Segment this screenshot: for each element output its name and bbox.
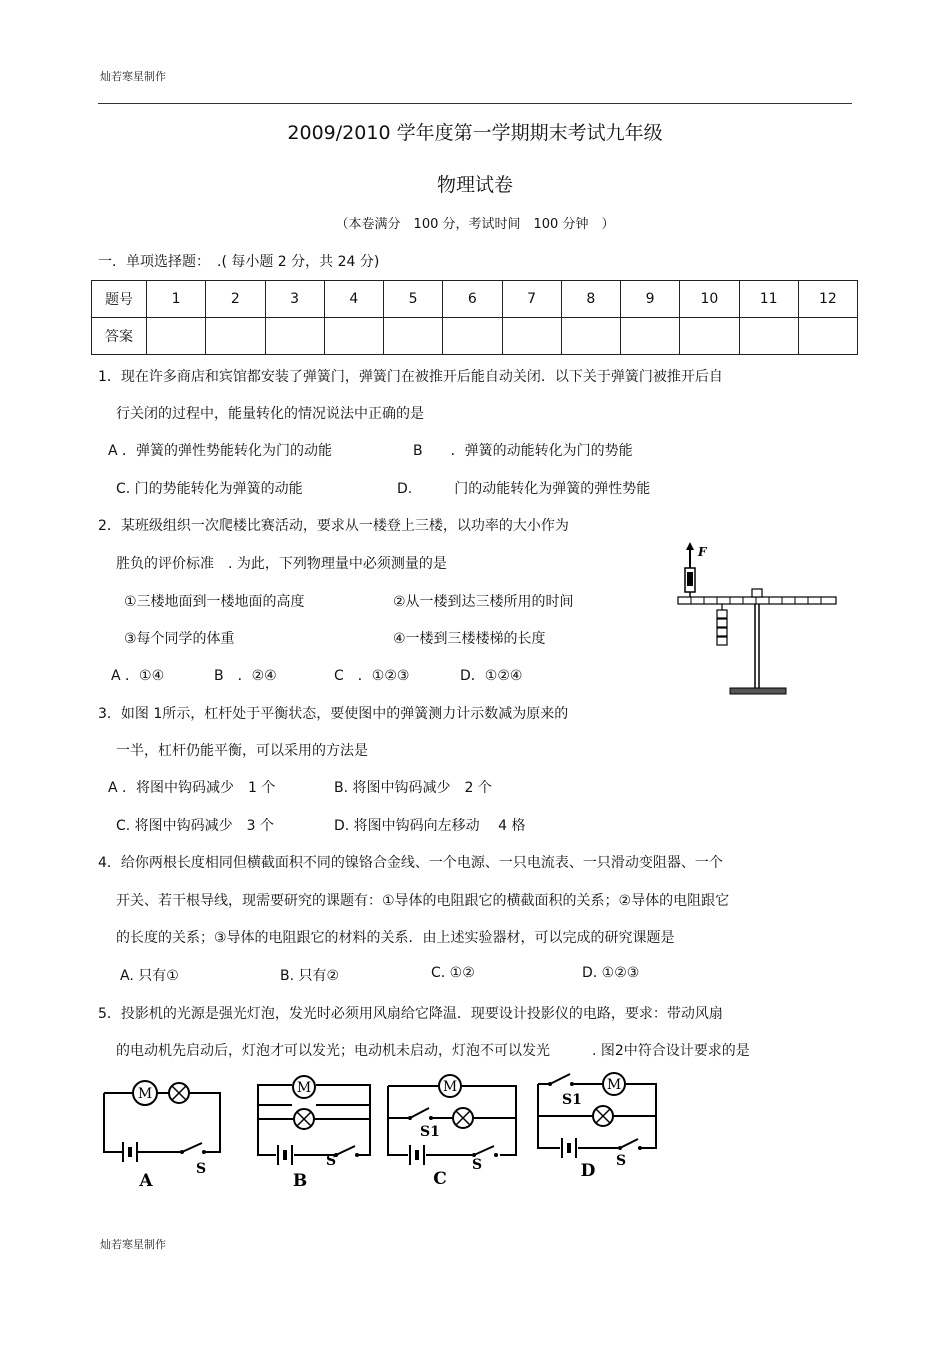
switch-icon (472, 1146, 498, 1157)
battery-icon (278, 1145, 292, 1165)
answer-cell[interactable] (621, 318, 680, 355)
circuit-label: B (292, 1171, 308, 1190)
battery-icon (410, 1145, 424, 1165)
q2-item-2: ②从一楼到达三楼所用的时间 (393, 594, 574, 610)
svg-text:M: M (606, 1077, 622, 1093)
svg-text:S: S (196, 1161, 207, 1177)
answer-cell[interactable] (502, 318, 561, 355)
header-rule (98, 103, 852, 104)
switch-icon (618, 1139, 642, 1150)
header-maker: 灿若寒星制作 (100, 70, 166, 83)
circuit-label: C (433, 1169, 447, 1189)
answer-cell[interactable] (384, 318, 443, 355)
table-cell: 5 (384, 281, 443, 318)
table-cell: 1 (147, 281, 206, 318)
force-label: F (698, 545, 707, 559)
q3-option-d: D. 将图中钩码向左移动 4 格 (334, 818, 526, 834)
exam-info: （本卷满分 100 分，考试时间 100 分钟 ） (335, 217, 615, 232)
q2-stem-line1: 2．某班级组织一次爬楼比赛活动，要求从一楼登上三楼，以功率的大小作为 (98, 518, 569, 534)
answer-table (91, 280, 858, 355)
q1-stem-line1: 1．现在许多商店和宾馆都安装了弹簧门，弹簧门在被推开后能自动关闭．以下关于弹簧门被推开后自 (98, 369, 723, 385)
q4-option-b: B. 只有② (280, 968, 340, 984)
q4-stem-line1: 4．给你两根长度相同但横截面积不同的镍铬合金线、一个电源、一只电流表、一只滑动变阻器、一个 (98, 855, 723, 871)
circuit-label: A (139, 1171, 153, 1190)
lever-bar (678, 597, 836, 604)
table-cell: 10 (680, 281, 739, 318)
section-heading: 一．单项选择题： .( 每小题 2 分，共 24 分) (98, 254, 380, 270)
page-subtitle: 物理试卷 (436, 174, 513, 196)
q2-item-3: ③每个同学的体重 (124, 631, 235, 647)
circuit-b (254, 1075, 376, 1190)
table-row (92, 318, 858, 355)
q1-option-c: C. 门的势能转化为弹簧的动能 (116, 481, 303, 497)
answer-cell[interactable] (680, 318, 739, 355)
svg-text:S: S (616, 1153, 627, 1169)
q4-option-a: A. 只有① (120, 968, 179, 984)
q2-item-1: ①三楼地面到一楼地面的高度 (124, 594, 305, 610)
q1-option-d: D. 门的动能转化为弹簧的弹性势能 (397, 481, 651, 497)
switch1-icon (408, 1108, 433, 1120)
q1-option-b: B ．弹簧的动能转化为门的势能 (413, 443, 633, 459)
q5-stem-line1: 5．投影机的光源是强光灯泡，发光时必须用风扇给它降温．现要设计投影仪的电路，要求：带动风扇 (98, 1006, 723, 1022)
switch-icon (334, 1146, 359, 1157)
q2-option-d: D．①②④ (460, 668, 523, 684)
answer-cell[interactable] (443, 318, 502, 355)
q3-option-a: A ．将图中钩码减少 1 个 (108, 780, 276, 796)
q2-option-c: C ．①②③ (334, 668, 410, 684)
q3-stem-line1: 3．如图 1所示，杠杆处于平衡状态，要使图中的弹簧测力计示数减为原来的 (98, 706, 569, 722)
svg-text:M: M (296, 1080, 312, 1096)
svg-text:M: M (442, 1079, 458, 1095)
svg-text:M: M (137, 1086, 153, 1102)
pivot (752, 589, 762, 597)
table-cell: 3 (265, 281, 324, 318)
switch1-icon (548, 1074, 574, 1086)
page-title: 2009/2010 学年度第一学期期末考试九年级 (287, 122, 663, 144)
answer-cell[interactable] (739, 318, 798, 355)
q4-option-d: D. ①②③ (582, 965, 640, 981)
battery-icon (562, 1138, 576, 1158)
svg-text:S1: S1 (420, 1124, 440, 1140)
q3-stem-line2: 一半，杠杆仍能平衡，可以采用的方法是 (116, 743, 368, 759)
footer-maker: 灿若寒星制作 (100, 1238, 166, 1251)
q5-stem-line2: 的电动机先启动后，灯泡才可以发光；电动机未启动，灯泡不可以发光 . 图2中符合设计要求的是 (116, 1043, 750, 1059)
circuit-label: D (580, 1161, 596, 1181)
answer-cell[interactable] (561, 318, 620, 355)
q2-option-b: B ．②④ (214, 668, 277, 684)
answer-cell[interactable] (798, 318, 857, 355)
lever-figure (672, 540, 844, 698)
q3-option-c: C. 将图中钩码减少 3 个 (116, 818, 275, 834)
table-cell: 7 (502, 281, 561, 318)
q2-item-4: ④一楼到三楼楼梯的长度 (393, 631, 546, 647)
q1-option-a: A ．弹簧的弹性势能转化为门的动能 (108, 443, 333, 459)
table-row (92, 281, 858, 318)
table-cell: 答案 (92, 318, 147, 355)
svg-text:S1: S1 (562, 1092, 582, 1108)
table-cell: 4 (324, 281, 383, 318)
battery-icon (120, 1142, 137, 1162)
table-cell: 6 (443, 281, 502, 318)
circuit-d (534, 1068, 662, 1186)
answer-cell[interactable] (206, 318, 265, 355)
table-cell: 12 (798, 281, 857, 318)
q2-option-a: A ．①④ (111, 668, 165, 684)
table-cell: 9 (621, 281, 680, 318)
answer-cell[interactable] (265, 318, 324, 355)
table-cell: 11 (739, 281, 798, 318)
q2-stem-line2: 胜负的评价标准 . 为此，下列物理量中必须测量的是 (116, 556, 447, 572)
table-cell: 2 (206, 281, 265, 318)
hook-weights (717, 610, 727, 645)
answer-cell[interactable] (147, 318, 206, 355)
circuit-a (98, 1075, 226, 1190)
table-cell: 8 (561, 281, 620, 318)
arrow-head-icon (686, 542, 694, 550)
q4-stem-line3: 的长度的关系；③导体的电阻跟它的材料的关系．由上述实验器材，可以完成的研究课题是 (116, 930, 675, 946)
svg-text:S: S (326, 1153, 337, 1169)
circuit-c (382, 1070, 522, 1190)
q3-option-b: B. 将图中钩码减少 2 个 (334, 780, 492, 796)
svg-text:S: S (472, 1157, 483, 1173)
q1-stem-line2: 行关闭的过程中，能量转化的情况说法中正确的是 (116, 406, 424, 422)
switch-icon (180, 1143, 206, 1154)
answer-cell[interactable] (324, 318, 383, 355)
q4-option-c: C. ①② (431, 965, 475, 981)
table-cell: 题号 (92, 281, 147, 318)
q4-stem-line2: 开关、若干根导线，现需要研究的课题有：①导体的电阻跟它的横截面积的关系；②导体的电阻跟它 (116, 893, 730, 909)
stand-base (730, 688, 786, 694)
